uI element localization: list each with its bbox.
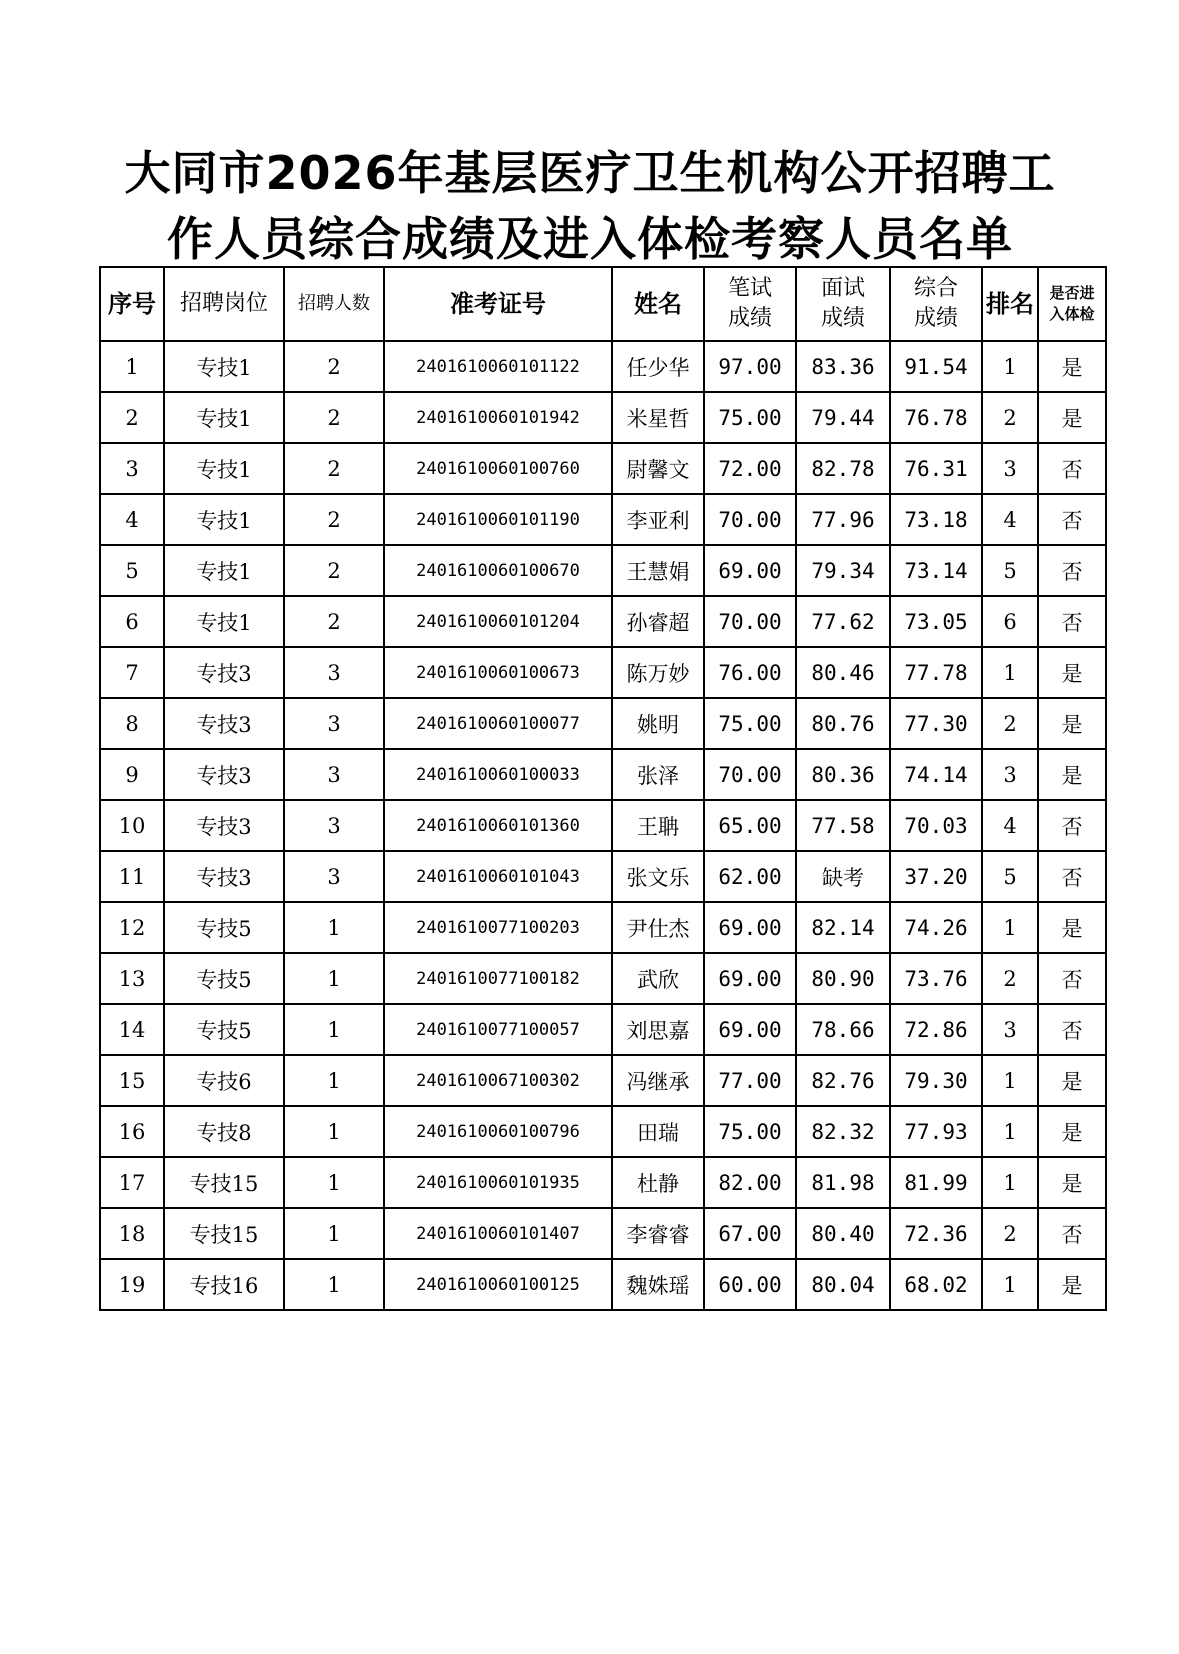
cell-post: 专技1 [164,392,284,443]
cell-interview-score: 79.44 [796,392,890,443]
cell-exam-no: 2401610060100796 [384,1106,612,1157]
cell-written-score: 70.00 [704,494,796,545]
cell-physical-exam: 是 [1038,698,1106,749]
cell-count: 2 [284,545,384,596]
cell-count: 1 [284,1259,384,1310]
cell-name: 杜静 [612,1157,704,1208]
cell-physical-exam: 否 [1038,545,1106,596]
cell-count: 3 [284,749,384,800]
header-interview-score: 面试 成绩 [796,267,890,341]
header-row [100,267,1106,341]
cell-post: 专技16 [164,1259,284,1310]
page-title-line-2: 作人员综合成绩及进入体检考察人员名单 [167,212,1013,266]
cell-exam-no: 2401610060101122 [384,341,612,392]
cell-count: 2 [284,494,384,545]
cell-name: 张文乐 [612,851,704,902]
cell-interview-score: 80.40 [796,1208,890,1259]
cell-count: 1 [284,1106,384,1157]
cell-name: 刘思嘉 [612,1004,704,1055]
cell-seq: 18 [100,1208,164,1259]
results-table [99,266,1107,1311]
cell-count: 1 [284,953,384,1004]
cell-post: 专技8 [164,1106,284,1157]
table-row [100,494,1106,545]
cell-written-score: 62.00 [704,851,796,902]
cell-exam-no: 2401610060100670 [384,545,612,596]
cell-interview-score: 80.90 [796,953,890,1004]
cell-physical-exam: 是 [1038,1106,1106,1157]
cell-interview-score: 78.66 [796,1004,890,1055]
cell-total-score: 68.02 [890,1259,982,1310]
cell-written-score: 75.00 [704,698,796,749]
cell-written-score: 82.00 [704,1157,796,1208]
cell-post: 专技15 [164,1157,284,1208]
cell-count: 3 [284,698,384,749]
cell-post: 专技5 [164,953,284,1004]
cell-seq: 3 [100,443,164,494]
cell-seq: 12 [100,902,164,953]
cell-count: 1 [284,902,384,953]
cell-seq: 7 [100,647,164,698]
cell-rank: 3 [982,1004,1038,1055]
table-row [100,953,1106,1004]
page-title-line-1: 大同市2026年基层医疗卫生机构公开招聘工 [124,146,1056,200]
cell-seq: 14 [100,1004,164,1055]
cell-interview-score: 缺考 [796,851,890,902]
cell-written-score: 69.00 [704,1004,796,1055]
cell-post: 专技3 [164,800,284,851]
table-row [100,647,1106,698]
cell-rank: 1 [982,1157,1038,1208]
cell-post: 专技1 [164,596,284,647]
cell-written-score: 69.00 [704,953,796,1004]
cell-rank: 3 [982,749,1038,800]
cell-rank: 3 [982,443,1038,494]
cell-exam-no: 2401610060101190 [384,494,612,545]
cell-count: 3 [284,647,384,698]
cell-rank: 1 [982,1055,1038,1106]
cell-rank: 1 [982,902,1038,953]
cell-rank: 6 [982,596,1038,647]
cell-total-score: 73.05 [890,596,982,647]
cell-total-score: 73.14 [890,545,982,596]
cell-exam-no: 2401610060101935 [384,1157,612,1208]
table-row [100,1004,1106,1055]
cell-interview-score: 77.96 [796,494,890,545]
cell-count: 2 [284,443,384,494]
cell-total-score: 79.30 [890,1055,982,1106]
cell-total-score: 72.36 [890,1208,982,1259]
cell-total-score: 91.54 [890,341,982,392]
cell-interview-score: 83.36 [796,341,890,392]
cell-exam-no: 2401610060101204 [384,596,612,647]
table-row [100,1055,1106,1106]
table-header [100,267,1106,341]
cell-count: 2 [284,392,384,443]
cell-rank: 2 [982,392,1038,443]
cell-name: 米星哲 [612,392,704,443]
cell-written-score: 67.00 [704,1208,796,1259]
cell-rank: 1 [982,1106,1038,1157]
cell-physical-exam: 是 [1038,1259,1106,1310]
cell-post: 专技1 [164,494,284,545]
table-row [100,698,1106,749]
table-row [100,1157,1106,1208]
cell-post: 专技3 [164,698,284,749]
cell-seq: 17 [100,1157,164,1208]
cell-total-score: 77.78 [890,647,982,698]
cell-seq: 6 [100,596,164,647]
cell-total-score: 77.93 [890,1106,982,1157]
cell-total-score: 73.76 [890,953,982,1004]
cell-rank: 2 [982,1208,1038,1259]
cell-interview-score: 82.78 [796,443,890,494]
cell-exam-no: 2401610060100125 [384,1259,612,1310]
cell-seq: 9 [100,749,164,800]
cell-name: 武欣 [612,953,704,1004]
cell-count: 1 [284,1055,384,1106]
cell-rank: 1 [982,341,1038,392]
cell-physical-exam: 否 [1038,596,1106,647]
cell-name: 李亚利 [612,494,704,545]
cell-name: 尉馨文 [612,443,704,494]
cell-exam-no: 2401610060100077 [384,698,612,749]
table-row [100,596,1106,647]
table-row [100,800,1106,851]
cell-seq: 1 [100,341,164,392]
cell-rank: 4 [982,494,1038,545]
header-exam-no: 准考证号 [384,267,612,341]
table-row [100,1106,1106,1157]
cell-total-score: 76.31 [890,443,982,494]
cell-count: 1 [284,1157,384,1208]
cell-exam-no: 2401610060101407 [384,1208,612,1259]
cell-seq: 19 [100,1259,164,1310]
cell-physical-exam: 否 [1038,1208,1106,1259]
cell-written-score: 75.00 [704,1106,796,1157]
cell-written-score: 69.00 [704,545,796,596]
cell-total-score: 74.14 [890,749,982,800]
cell-rank: 4 [982,800,1038,851]
cell-interview-score: 82.32 [796,1106,890,1157]
cell-post: 专技3 [164,749,284,800]
table-row [100,1208,1106,1259]
header-name: 姓名 [612,267,704,341]
cell-interview-score: 82.76 [796,1055,890,1106]
cell-seq: 13 [100,953,164,1004]
cell-physical-exam: 是 [1038,749,1106,800]
cell-interview-score: 79.34 [796,545,890,596]
cell-name: 李睿睿 [612,1208,704,1259]
cell-interview-score: 77.62 [796,596,890,647]
cell-total-score: 74.26 [890,902,982,953]
cell-written-score: 77.00 [704,1055,796,1106]
header-count: 招聘人数 [284,267,384,341]
cell-exam-no: 2401610060100760 [384,443,612,494]
cell-total-score: 77.30 [890,698,982,749]
cell-physical-exam: 否 [1038,953,1106,1004]
cell-total-score: 73.18 [890,494,982,545]
table-row [100,341,1106,392]
cell-seq: 10 [100,800,164,851]
cell-seq: 4 [100,494,164,545]
cell-total-score: 76.78 [890,392,982,443]
cell-exam-no: 2401610077100182 [384,953,612,1004]
cell-seq: 15 [100,1055,164,1106]
cell-exam-no: 2401610067100302 [384,1055,612,1106]
cell-seq: 5 [100,545,164,596]
cell-count: 2 [284,341,384,392]
cell-physical-exam: 是 [1038,1055,1106,1106]
cell-rank: 5 [982,545,1038,596]
cell-written-score: 60.00 [704,1259,796,1310]
cell-physical-exam: 是 [1038,902,1106,953]
cell-physical-exam: 是 [1038,341,1106,392]
cell-physical-exam: 是 [1038,647,1106,698]
cell-rank: 1 [982,1259,1038,1310]
cell-exam-no: 2401610060101942 [384,392,612,443]
cell-written-score: 97.00 [704,341,796,392]
cell-post: 专技3 [164,647,284,698]
cell-name: 陈万妙 [612,647,704,698]
cell-seq: 11 [100,851,164,902]
header-rank: 排名 [982,267,1038,341]
cell-seq: 2 [100,392,164,443]
cell-count: 1 [284,1208,384,1259]
cell-total-score: 72.86 [890,1004,982,1055]
cell-total-score: 37.20 [890,851,982,902]
cell-name: 孙睿超 [612,596,704,647]
page-title [100,140,1080,272]
cell-physical-exam: 否 [1038,494,1106,545]
table-body [100,341,1106,1310]
cell-physical-exam: 否 [1038,800,1106,851]
cell-name: 冯继承 [612,1055,704,1106]
cell-rank: 1 [982,647,1038,698]
cell-post: 专技1 [164,545,284,596]
cell-interview-score: 80.04 [796,1259,890,1310]
cell-name: 任少华 [612,341,704,392]
cell-interview-score: 80.46 [796,647,890,698]
cell-physical-exam: 是 [1038,392,1106,443]
cell-written-score: 72.00 [704,443,796,494]
cell-written-score: 69.00 [704,902,796,953]
table-row [100,443,1106,494]
table-row [100,545,1106,596]
table-row [100,392,1106,443]
cell-exam-no: 2401610060100673 [384,647,612,698]
cell-count: 3 [284,800,384,851]
cell-written-score: 70.00 [704,596,796,647]
cell-name: 姚明 [612,698,704,749]
cell-physical-exam: 是 [1038,1157,1106,1208]
cell-exam-no: 2401610060101360 [384,800,612,851]
table-row [100,749,1106,800]
cell-written-score: 65.00 [704,800,796,851]
cell-rank: 2 [982,953,1038,1004]
cell-post: 专技3 [164,851,284,902]
cell-post: 专技15 [164,1208,284,1259]
cell-interview-score: 82.14 [796,902,890,953]
cell-exam-no: 2401610060101043 [384,851,612,902]
header-total-score: 综合 成绩 [890,267,982,341]
cell-exam-no: 2401610077100057 [384,1004,612,1055]
header-physical-exam: 是否进 入体检 [1038,267,1106,341]
cell-written-score: 76.00 [704,647,796,698]
cell-written-score: 70.00 [704,749,796,800]
cell-name: 尹仕杰 [612,902,704,953]
cell-name: 王慧娟 [612,545,704,596]
header-written-score: 笔试 成绩 [704,267,796,341]
cell-rank: 5 [982,851,1038,902]
cell-count: 3 [284,851,384,902]
cell-name: 张泽 [612,749,704,800]
cell-seq: 8 [100,698,164,749]
cell-seq: 16 [100,1106,164,1157]
cell-post: 专技6 [164,1055,284,1106]
cell-exam-no: 2401610077100203 [384,902,612,953]
header-post: 招聘岗位 [164,267,284,341]
cell-interview-score: 80.36 [796,749,890,800]
cell-interview-score: 80.76 [796,698,890,749]
cell-post: 专技1 [164,341,284,392]
cell-post: 专技5 [164,902,284,953]
cell-physical-exam: 否 [1038,443,1106,494]
cell-exam-no: 2401610060100033 [384,749,612,800]
cell-written-score: 75.00 [704,392,796,443]
cell-post: 专技5 [164,1004,284,1055]
table-row [100,851,1106,902]
cell-name: 田瑞 [612,1106,704,1157]
table-row [100,1259,1106,1310]
cell-physical-exam: 否 [1038,851,1106,902]
header-seq: 序号 [100,267,164,341]
table-row [100,902,1106,953]
cell-interview-score: 77.58 [796,800,890,851]
cell-name: 魏姝瑶 [612,1259,704,1310]
cell-rank: 2 [982,698,1038,749]
cell-total-score: 81.99 [890,1157,982,1208]
cell-physical-exam: 否 [1038,1004,1106,1055]
cell-count: 2 [284,596,384,647]
cell-count: 1 [284,1004,384,1055]
cell-interview-score: 81.98 [796,1157,890,1208]
cell-post: 专技1 [164,443,284,494]
cell-name: 王聃 [612,800,704,851]
cell-total-score: 70.03 [890,800,982,851]
